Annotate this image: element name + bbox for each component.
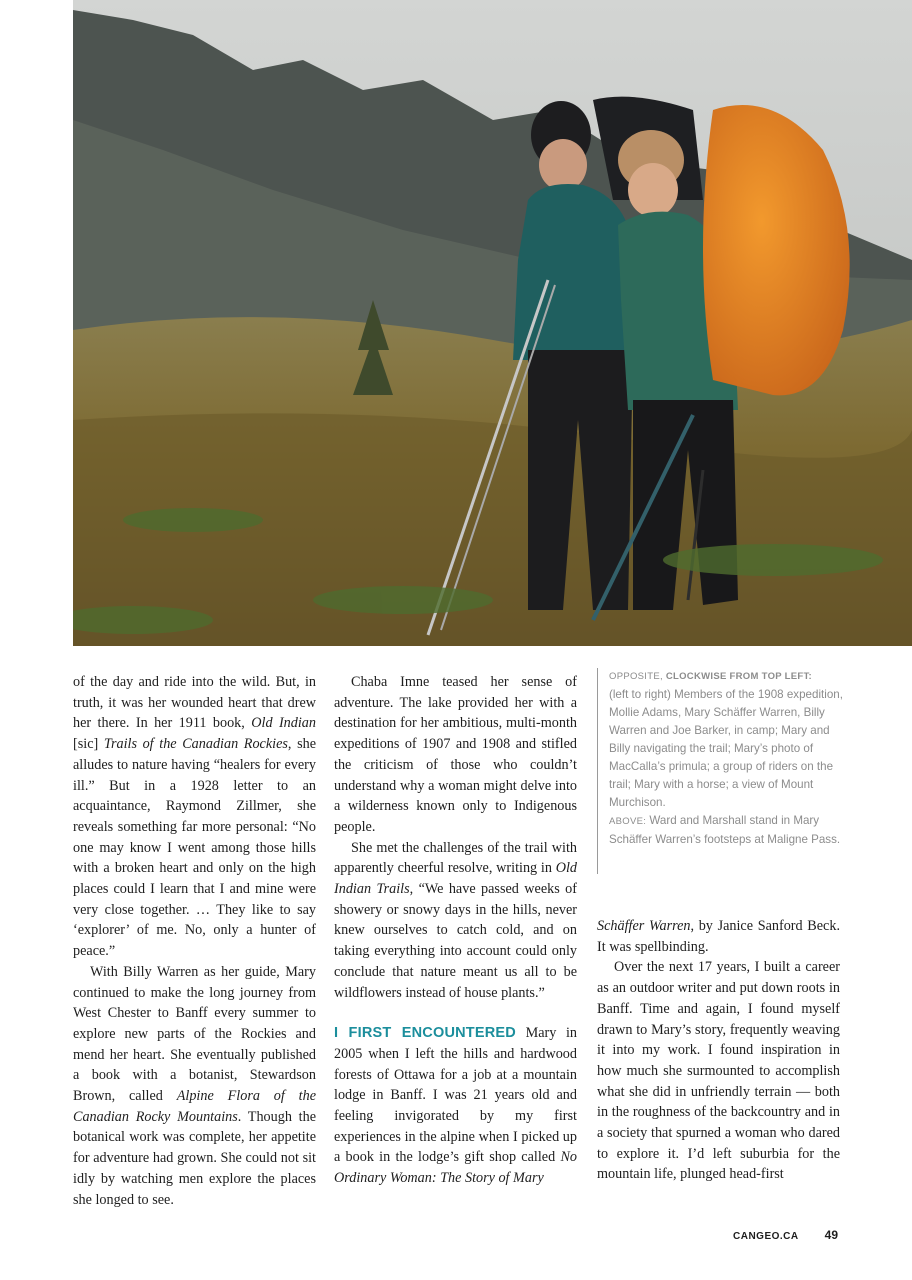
paragraph: Over the next 17 years, I built a career as an outdoor writer and put down roots in Banff. Time and again, I found myself drawn to Mary’s story, frequently weaving it into my work. I found inspiration in how much she surmounted to accomplish what she did in unfriendly terrain — both in the roughness of the backcountry and in a society that spurned a woman who dared to explore it. I’d left suburbia for the mountain life, plunged head-first <box>597 959 840 1183</box>
book-title: Old Indian <box>251 715 316 732</box>
book-title: Old Indian Trails <box>334 860 577 898</box>
paragraph <box>334 1023 577 1189</box>
hero-photo <box>73 0 912 646</box>
paragraph <box>597 916 840 957</box>
section-lead-in: I FIRST ENCOUNTERED <box>334 1025 516 1042</box>
page-number: 49 <box>824 1228 838 1242</box>
text-run: , “We have passed weeks of showery or snowy days in the hills, never knew ourselves to catch cold, and on taking everything into account could only conclude that nature meant us all to be wildflowers instead of house plants.” <box>334 881 577 1001</box>
site-url: CANGEO.CA <box>733 1231 799 1242</box>
book-title: No Ordinary Woman: The Story of Mary <box>334 1149 577 1187</box>
text-run: Ward and Marshall stand in Mary Schäffer Warren’s footsteps at Maligne Pass. <box>609 814 841 846</box>
article-column-2 <box>334 672 577 1189</box>
caption-text: (left to right) Members of the 1908 expedition, Mollie Adams, Mary Schäffer Warren, Billy Warren and Joe Barker, in camp; Mary and Billy navigating the trail; Mary’s photo of MacCalla’s primula; a group of riders on the trail; Mary with a horse; a view of Mount Murchison. <box>609 688 843 809</box>
text-run: , she alludes to nature having “healers for every ill.” But in a 1928 letter to an acquaintance, Raymond Zillmer, she reveals something far more personal: “No one may know I went among those hills with a broken heart and only on the high places could I learn that I and mine were very close together. … They like to say ‘explorer’ of me. No, only a hunter of peace.” <box>73 736 317 960</box>
hikers-photo-illustration <box>73 0 912 646</box>
caption-label: CLOCKWISE FROM TOP LEFT: <box>662 671 813 682</box>
page-footer <box>733 1228 838 1242</box>
caption-text <box>609 812 845 849</box>
text-run: Mary in 2005 when I left the hills and hardwood forests of Ottawa for a job at a mountain lodge in Banff. I was 21 years old and feeling invigorated by my first experiences in the alpine when I picked up a book in the lodge’s gift shop called <box>334 1025 577 1166</box>
text-run: With Billy Warren as her guide, Mary continued to make the long journey from West Chester to Banff every summer to explore new parts of the Rockies and mend her heart. She eventually published a book with a botanist, Stewardson Brown, called <box>73 963 316 1105</box>
text-run: of the day and ride into the wild. But, in truth, it was her wounded heart that drew her there. In her 1911 book, <box>73 674 316 732</box>
text-run: . Though the botanical work was complete, her appetite for adventure had grown. She could not sit idly by watching men explore the places she longed to see. <box>73 1108 317 1208</box>
paragraph <box>73 962 316 1210</box>
text-run: , by Janice Sanford Beck. It was spellbinding. <box>597 918 840 955</box>
text-run: [sic] <box>73 736 104 753</box>
caption-heading <box>609 668 845 686</box>
book-title: Trails of the Canadian Rockies <box>103 736 288 753</box>
paragraph: Chaba Imne teased her sense of adventure. The lake provided her with a destination for her ambitious, multi-month expeditions of 1907 and 1908 and stifled the criticism of those who couldn’t understand why a woman might delve into a wilderness known only to Indigenous people. <box>334 674 577 835</box>
book-title: Alpine Flora of the Canadian Rocky Mountains <box>73 1088 316 1125</box>
paragraph <box>73 672 316 962</box>
article-column-3 <box>597 916 840 1185</box>
caption-label: ABOVE: <box>609 816 647 827</box>
paragraph <box>334 838 577 1004</box>
book-title: Schäffer Warren <box>597 918 691 934</box>
text-run: She met the challenges of the trail with apparently cheerful resolve, writing in <box>334 839 577 877</box>
caption-label: OPPOSITE, <box>609 671 663 682</box>
photo-caption <box>597 668 845 874</box>
article-column-1 <box>73 672 316 1210</box>
